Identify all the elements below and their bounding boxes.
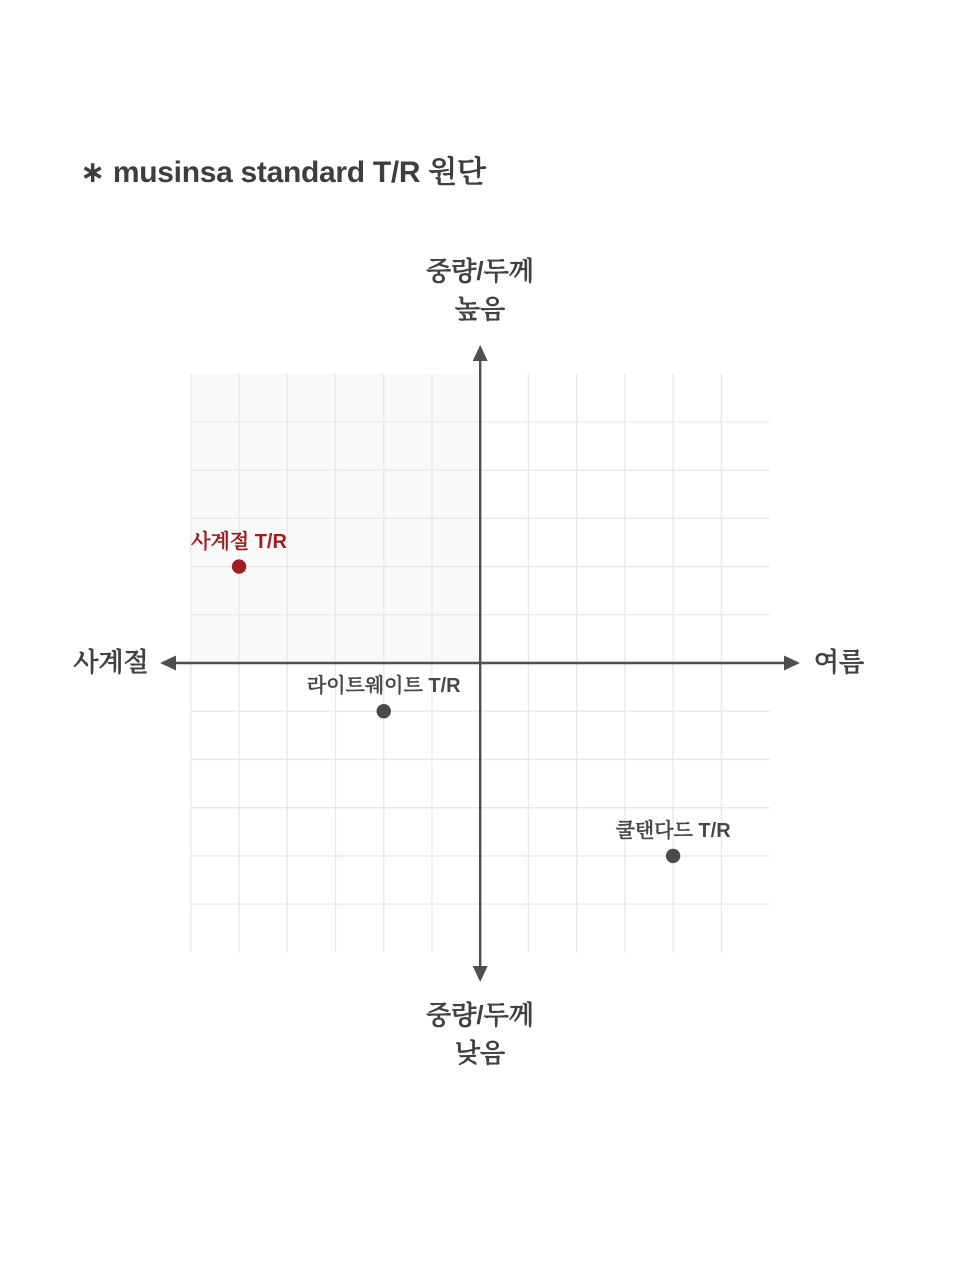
y-axis-arrow-up [473, 345, 488, 361]
point-label: 쿨탠다드 T/R [615, 819, 731, 842]
data-point [377, 704, 391, 718]
data-point [232, 559, 246, 573]
y-axis-label-top-line1: 중량/두께 [426, 256, 534, 286]
y-axis-label-bottom-line1: 중량/두께 [426, 1000, 534, 1030]
y-axis-arrow-down [473, 966, 488, 982]
y-axis-label-top [426, 252, 534, 328]
data-point [666, 849, 680, 863]
y-axis-label-bottom [426, 996, 534, 1072]
x-axis-arrow-right [784, 656, 800, 671]
x-axis-label-left: 사계절 [73, 647, 149, 677]
x-axis-arrow-left [160, 656, 176, 671]
chart-title: ∗ musinsa standard T/R 원단 [80, 156, 486, 189]
y-axis-label-top-line2: 높음 [454, 294, 506, 324]
point-label: 사계절 T/R [191, 530, 287, 553]
point-label: 라이트웨이트 T/R [306, 675, 461, 698]
x-axis-label-right: 여름 [813, 647, 865, 677]
y-axis-label-bottom-line2: 낮음 [454, 1038, 506, 1068]
